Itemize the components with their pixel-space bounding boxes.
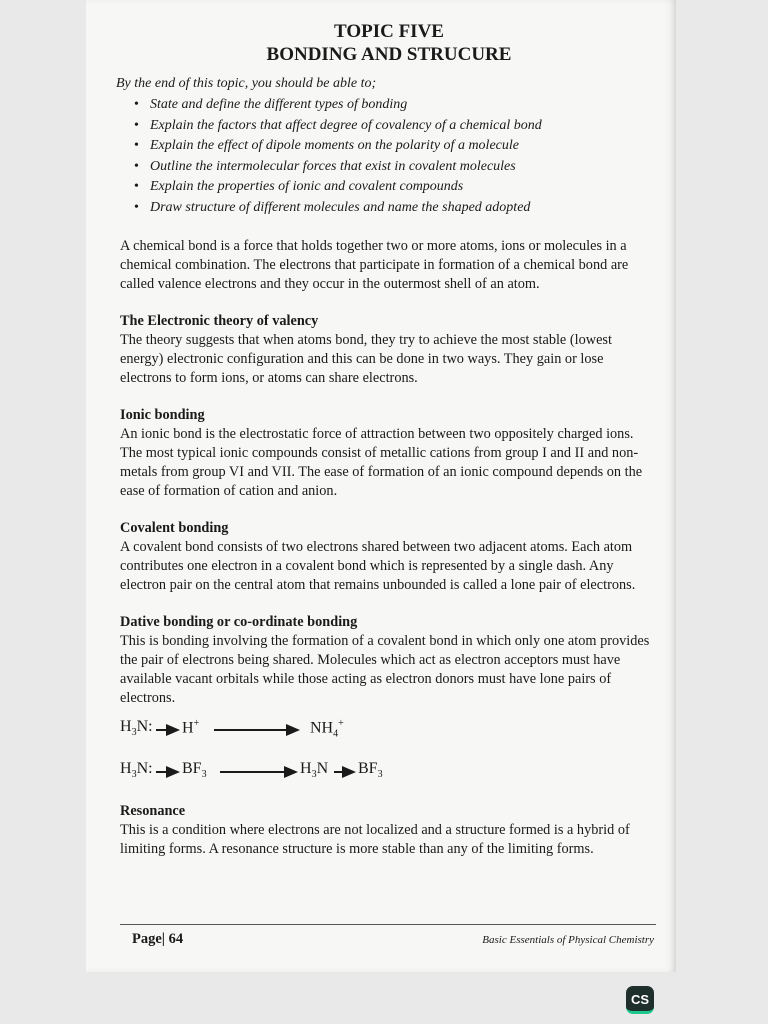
section-heading: Dative bonding or co-ordinate bonding <box>120 614 358 630</box>
reaction-arrow-line <box>220 771 290 773</box>
book-title: Basic Essentials of Physical Chemistry <box>482 934 654 946</box>
section-ionic-bonding <box>120 406 658 501</box>
equation-reactant-ammonia: $H_3N$: <box>120 718 153 739</box>
bullet-icon: • <box>134 179 139 194</box>
objectives-intro: By the end of this topic, you should be able to; <box>116 76 377 91</box>
bullet-icon: • <box>134 117 139 133</box>
section-body: The theory suggests that when atoms bond, they try to achieve the most stable (lowest energy) electronic configuration and this can be done in two ways. They gain or lose electrons to form ions, or atoms can share electrons. <box>120 332 612 386</box>
section-body: This is a condition where electrons are not localized and a structure formed is a hybrid of limiting forms. A resonance structure is more stable than any of the limiting forms. <box>120 822 630 857</box>
equation-product-ammonium: $NH_4^+$ <box>310 718 344 740</box>
list-item: • Draw structure of different molecules and name the shaped adopted <box>150 198 658 219</box>
section-heading: The Electronic theory of valency <box>120 313 319 329</box>
reaction-arrow-line <box>214 729 294 731</box>
list-item: • State and define the different types of bonding <box>150 95 658 116</box>
section-heading: Covalent bonding <box>120 520 229 536</box>
list-item: • Explain the factors that affect degree of covalency of a chemical bond <box>150 116 658 137</box>
equation-adduct <box>120 760 658 786</box>
bullet-icon: • <box>134 138 139 153</box>
reaction-arrow-icon <box>286 724 300 736</box>
dative-arrow-icon <box>166 766 180 778</box>
section-heading: Ionic bonding <box>120 407 205 423</box>
list-item: • Explain the effect of dipole moments on the polarity of a molecule <box>150 136 658 157</box>
document-page <box>86 0 676 972</box>
footer-divider <box>120 924 656 925</box>
list-item: • Outline the intermolecular forces that exist in covalent molecules <box>150 157 658 178</box>
section-heading: Resonance <box>120 803 186 819</box>
intro-paragraph: A chemical bond is a force that holds together two or more atoms, ions or molecules in a chemical combination. The electrons that participate in formation of a chemical bond are called valence electrons and they occur in the outermost shell of an atom. <box>120 238 629 292</box>
section-electronic-theory <box>120 312 658 388</box>
title-line-2: BONDING AND STRUCURE <box>266 44 512 65</box>
page-title <box>120 20 658 66</box>
section-covalent-bonding <box>120 519 658 595</box>
camscanner-logo-icon: CS <box>626 986 654 1014</box>
dative-arrow-icon <box>166 724 180 736</box>
bullet-icon: • <box>134 158 139 174</box>
reaction-arrow-icon <box>284 766 298 778</box>
section-dative-bonding <box>120 613 658 786</box>
section-body: This is bonding involving the formation of a covalent bond in which only one atom provides the pair of electrons being shared. Molecules which act as electron acceptors must have available vacant orbitals while those acting as electron donors must have lone pairs of electrons. <box>120 633 650 706</box>
bullet-icon: • <box>134 199 139 215</box>
bullet-icon: • <box>134 97 139 112</box>
section-body: A covalent bond consists of two electrons shared between two adjacent atoms. Each atom contributes one electron in a covalent bond which is represented by a single dash. Any electron pair on the central atom that remains unbounded is called a lone pair of electrons. <box>120 539 636 593</box>
equation-ammonium <box>120 718 658 744</box>
list-item: • Explain the properties of ionic and covalent compounds <box>150 177 658 198</box>
equation-reactant-ammonia: $H_3N$: <box>120 760 153 781</box>
page-number: Page| 64 <box>132 931 184 947</box>
equation-product-bf3: $BF_3$ <box>358 760 383 781</box>
title-line-1: TOPIC FIVE <box>334 21 444 42</box>
section-body: An ionic bond is the electrostatic force of attraction between two oppositely charged ions. The most typical ionic compounds consist of metallic cations from group I and II and non-metals from group VI and VII. The ease of formation of an ionic compound depends on the ease of formation of cation and anion. <box>120 426 643 499</box>
objectives-list <box>120 95 658 218</box>
page-content <box>116 20 658 859</box>
equation-reactant-proton: H+ <box>182 718 200 737</box>
equation-reactant-bf3: $BF_3$ <box>182 760 207 781</box>
dative-arrow-icon <box>342 766 356 778</box>
equation-product-adduct: $H_3N$ <box>300 760 329 781</box>
section-resonance <box>120 802 658 859</box>
